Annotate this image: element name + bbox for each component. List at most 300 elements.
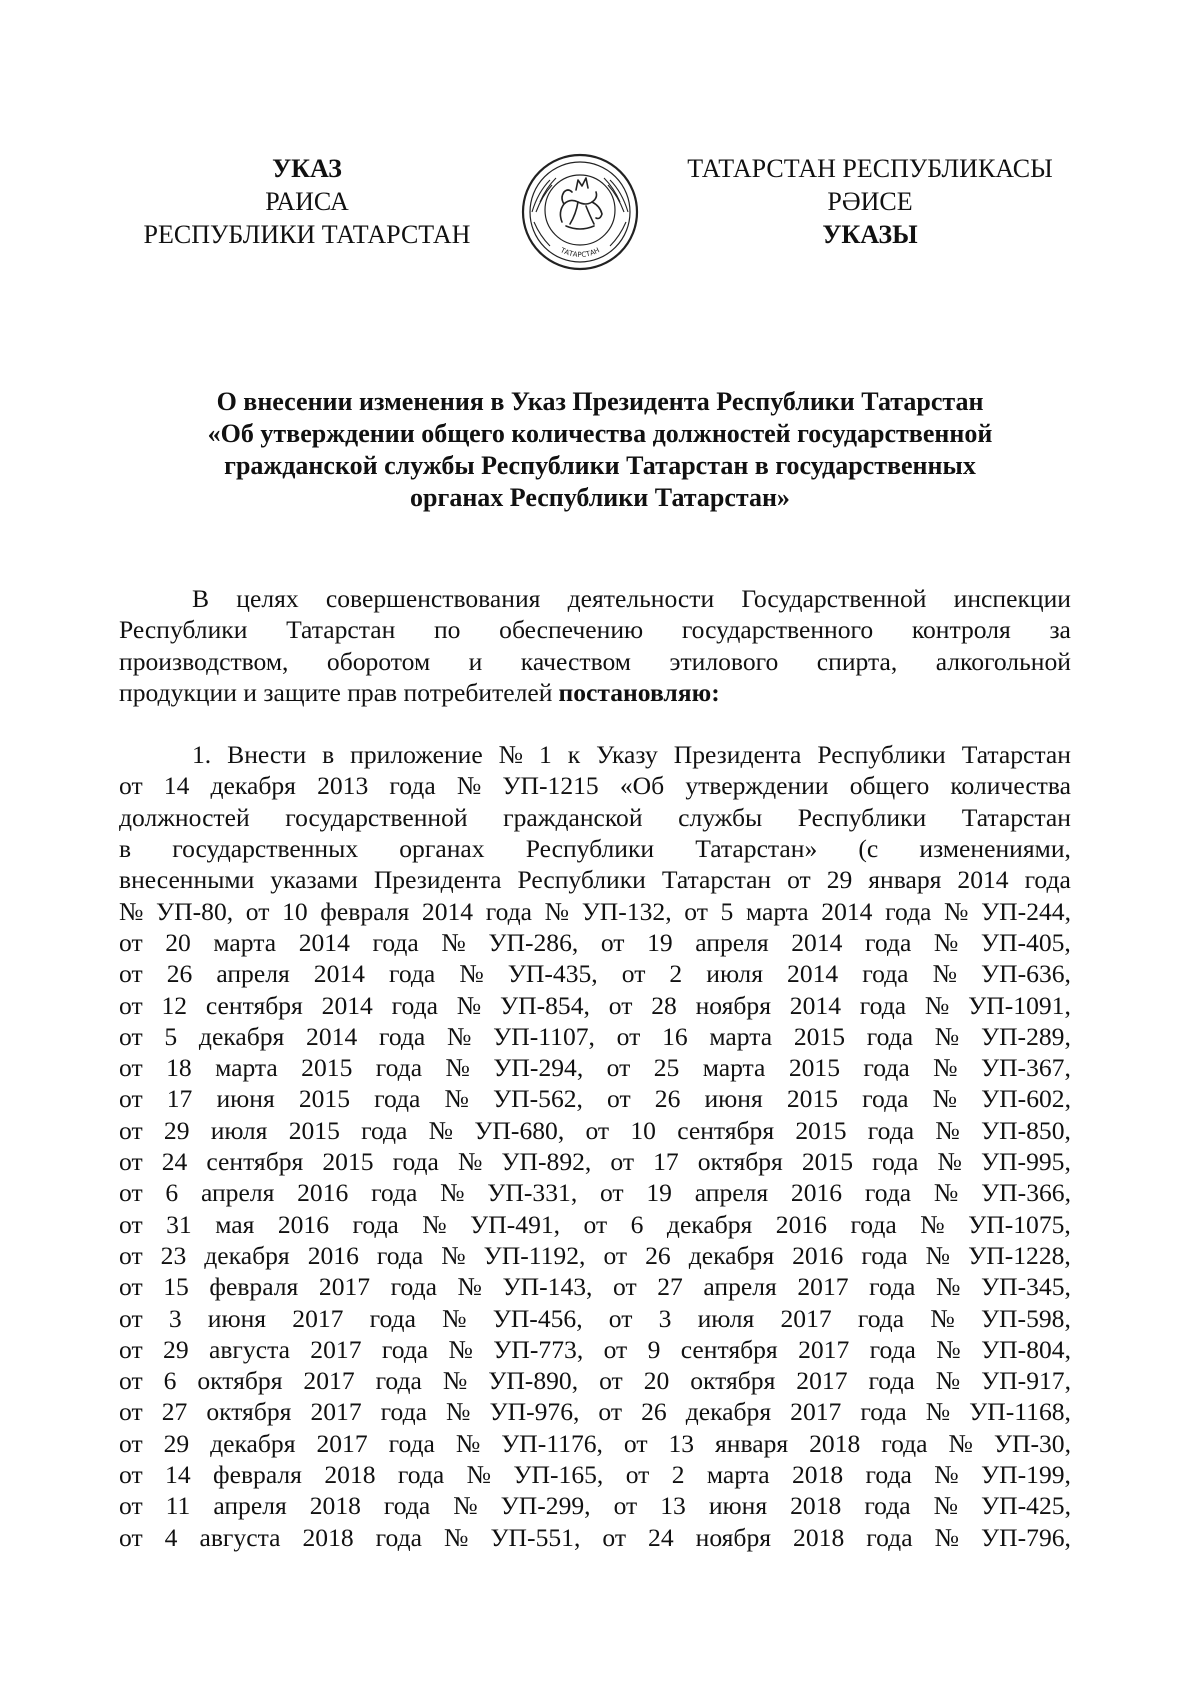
word: УП-405, [980,927,1071,957]
word: в [119,834,132,864]
word: № [119,896,144,926]
word: изменениями, [919,834,1071,864]
word: февраля [320,896,410,926]
word: 6 [163,1366,177,1396]
word: апреля [200,1178,275,1208]
word: № [442,1366,468,1396]
word: Татарстан [961,740,1071,770]
word: 2017 [310,1334,362,1364]
decree-title [140,386,1060,514]
word: 2016 [297,1178,349,1208]
word: 29 [163,1115,190,1145]
word: года [872,1147,919,1177]
word: от [599,1178,624,1208]
word: по [433,615,461,645]
word: 2017 [318,1272,371,1302]
word: года [369,1303,416,1333]
paragraph-1-line [119,958,1071,989]
preamble-line [119,583,1071,614]
word: № [920,1209,945,1239]
word: июня [216,1084,275,1114]
word: 4 [164,1522,178,1552]
word: июня [207,1303,267,1333]
word: года [391,990,438,1020]
word: от [119,1460,143,1490]
word: декабря [688,1240,775,1270]
word: года [375,1522,422,1552]
word: года [485,896,533,926]
word: года [864,1178,912,1208]
word: 1. [192,740,212,770]
word: за [1049,615,1071,645]
paragraph-1-line [119,1240,1071,1271]
word: 2017 [303,1366,355,1396]
word: августа [199,1522,281,1552]
word: № [457,1147,483,1177]
word: УП-636, [981,959,1071,989]
header-russian [112,152,502,251]
word: года [389,771,436,801]
word: 2015 [301,1053,353,1083]
word: № [924,990,950,1020]
word: года [881,1428,928,1458]
word: декабря [210,1428,296,1458]
word: от [245,896,270,926]
word: № [935,1115,960,1145]
word: 23 [160,1240,187,1270]
word: «Об [619,771,665,801]
word: ноября [695,1522,772,1552]
word: 31 [166,1209,192,1239]
word: 2014 [421,896,474,926]
word: № [448,1334,473,1364]
word: № [442,1303,467,1333]
decree-body [119,583,1071,1553]
word: № [441,927,466,957]
word: производством, [119,646,289,676]
title-line: О внесении изменения в Указ Президента Республики Татарстан [216,387,984,416]
word: УП-244, [981,896,1071,926]
word: от [119,771,143,801]
word: года [860,1397,907,1427]
word: года [390,1272,437,1302]
word: УП-435, [507,959,598,989]
word: 24 [648,1522,674,1552]
word: государственной [285,802,468,832]
word: В [192,584,210,613]
word: 14 [165,1460,191,1490]
word: сентября [680,1334,778,1364]
word: службы [678,802,763,832]
header-left-line-2: РАИСА [265,187,349,216]
word: государственного [681,615,874,645]
word: 3 [658,1303,672,1333]
word: УП-917, [981,1366,1071,1396]
word: года [372,927,419,957]
word: от [119,1240,143,1270]
word: марта [213,927,277,957]
word: года [392,1147,439,1177]
word: 2015 [793,1021,846,1051]
word: УП-602, [981,1084,1071,1114]
word: № [925,1240,951,1270]
word: года [378,1021,426,1051]
word: УП-854, [500,990,590,1020]
word: Президента [373,865,502,895]
title-line: органах Республики Татарстан» [410,483,790,512]
word: октября [197,1366,283,1396]
word: от [119,1021,143,1051]
word: января [715,1428,789,1458]
word: № [936,1334,961,1364]
word: от [599,1366,623,1396]
word: от [625,1460,650,1490]
word: 10 [630,1115,656,1145]
paragraph-1-line [119,1083,1071,1114]
word: 2015 [298,1084,351,1114]
word: года [397,1460,445,1490]
word: государственных [172,834,359,864]
word: 19 [646,1178,672,1208]
word: от [598,1397,623,1427]
title-line: «Об утверждении общего количества должностей государственной [207,419,993,448]
word: УП-80, [156,896,234,926]
word: апреля [703,1272,777,1302]
word: Республики [517,865,646,895]
word: 1 [539,740,552,770]
word: 20 [165,927,191,957]
word: УП-132, [581,896,672,926]
paragraph-1-line [119,1396,1071,1427]
word: года [375,1366,422,1396]
word: 2018 [302,1522,354,1552]
word: 2014 [787,959,839,989]
word: от [607,1084,631,1114]
word: УП-289, [980,1021,1071,1051]
word: от [613,1491,638,1521]
word: органах [399,834,485,864]
word: 28 [651,990,677,1020]
word: августа [208,1334,290,1364]
word: приложение [350,740,483,770]
word: УП-680, [474,1115,565,1145]
decree-header [0,152,1200,262]
word: 26 [654,1084,681,1114]
word: № [948,1428,973,1458]
word: 2018 [309,1491,361,1521]
word: 2018 [793,1522,845,1552]
word: № [934,1522,959,1552]
word: года [859,990,907,1020]
paragraph-1-line [119,1021,1071,1052]
word: и [468,646,483,676]
word: 6 [630,1209,644,1239]
word: № [933,1053,958,1083]
word: октября [206,1397,292,1427]
word: № [934,1021,960,1051]
word: года [869,1334,916,1364]
word: УП-1215 [502,771,599,801]
word: № [444,1522,469,1552]
word: УП-773, [493,1334,584,1364]
header-right-line-3: УКАЗЫ [822,220,918,249]
word: УП-890, [488,1366,579,1396]
word: оборотом [326,646,431,676]
word: 2018 [809,1428,861,1458]
word: 26 [166,959,193,989]
word: 20 [643,1366,670,1396]
word: УП-1176, [501,1428,603,1458]
word: № [456,771,482,801]
word: года [865,1460,912,1490]
word: от [119,1209,143,1239]
word: 5 [720,896,734,926]
paragraph-1-line [119,1522,1071,1553]
word: № [937,1147,962,1177]
word: 14 [163,771,190,801]
word: от [616,1021,641,1051]
word: года [361,1115,408,1145]
word: № [428,1115,454,1145]
word: № [453,1491,478,1521]
word: контроля [911,615,1011,645]
word: УП-598, [980,1303,1071,1333]
word: № [441,1240,466,1270]
word: 29 [163,1334,189,1364]
word: 2014 [298,927,350,957]
word: года [862,1084,909,1114]
word: 18 [166,1053,192,1083]
word: 27 [657,1272,683,1302]
paragraph-1 [119,739,1071,1553]
word: февраля [209,1272,299,1302]
word: 3 [168,1303,182,1333]
header-right-line-2: РӘИСЕ [827,187,913,216]
word: УП-294, [493,1053,584,1083]
word: общего [849,771,930,801]
preamble-last-line [119,677,1071,708]
word: 26 [641,1397,667,1427]
word: № [422,1209,447,1239]
word: декабря [685,1397,772,1427]
word: УП-165, [513,1460,604,1490]
word: 2015 [795,1115,847,1145]
word: № [930,1303,955,1333]
word: года [388,959,436,989]
word: от [119,990,143,1020]
word: 2 [671,1460,685,1490]
word: июня [708,1491,768,1521]
word: Президента [673,740,802,770]
word: от [600,927,625,957]
word: марта [702,1053,766,1083]
paragraph-1-line [119,1303,1071,1334]
word: 25 [653,1053,680,1083]
paragraph-1-line [119,1334,1071,1365]
word: 2017 [780,1303,832,1333]
word: 2016 [790,1178,843,1208]
word: № [457,1272,482,1302]
word: 29 [826,865,853,895]
word: 2015 [788,1053,840,1083]
word: УП-1091, [968,990,1071,1020]
word: апреля [695,927,769,957]
word: 2016 [775,1209,827,1239]
paragraph-1-line [119,1490,1071,1521]
word: сентября [206,1147,304,1177]
word: 2015 [786,1084,839,1114]
word: 17 [653,1147,679,1177]
word: от [119,1178,143,1208]
word: от [119,1303,143,1333]
header-left-line-3: РЕСПУБЛИКИ ТАТАРСТАН [143,220,471,249]
word: 2017 [316,1428,368,1458]
word: октября [690,1366,776,1396]
word: сентября [205,990,303,1020]
coat-of-arms-emblem [520,152,640,272]
word: года [862,959,909,989]
paragraph-1-line [119,770,1071,801]
word: УП-995, [980,1147,1071,1177]
paragraph-1-line [119,739,1071,770]
emblem-text: ТАТАРСТАН [559,246,601,259]
word: внесенными [119,865,255,895]
word: октября [697,1147,783,1177]
word: 12 [161,990,188,1020]
word: 2014 [321,990,373,1020]
word: № [932,959,957,989]
word: УП-491, [470,1209,561,1239]
word: этилового [669,646,779,676]
word: Республики [817,740,946,770]
word: УП-299, [500,1491,591,1521]
word: года [866,1021,914,1051]
word: Внести [227,740,307,770]
word: 11 [165,1491,191,1521]
word: УП-976, [489,1397,580,1427]
word: года [868,1366,915,1396]
word: 15 [163,1272,189,1302]
word: от [602,1522,627,1552]
word: УП-345, [980,1272,1071,1302]
word: 6 [165,1178,179,1208]
word: УП-1075, [968,1209,1071,1239]
word: № [933,1491,959,1521]
word: 2014 [313,959,365,989]
word: года [869,1272,916,1302]
word: года [380,1397,427,1427]
word: 2014 [957,865,1009,895]
word: УП-366, [981,1178,1071,1208]
word: 2017 [790,1397,842,1427]
word: от [610,1147,635,1177]
paragraph-1-line [119,1146,1071,1177]
word: июля [210,1115,268,1145]
word: от [119,1053,143,1083]
word: 5 [164,1021,178,1051]
word: 2017 [797,1272,849,1302]
word: УП-1107, [493,1021,595,1051]
word: года [867,1115,915,1145]
word: УП-425, [981,1491,1071,1521]
word: 2018 [324,1460,376,1490]
word: 10 [282,896,308,926]
word: 16 [662,1021,688,1051]
word: количества [950,771,1071,801]
word: качеством [520,646,632,676]
word: № [925,1397,951,1427]
word: УП-1168, [969,1397,1071,1427]
word: 26 [645,1240,671,1270]
word: года [1024,865,1071,895]
word: № [932,1084,957,1114]
word: апреля [694,1178,769,1208]
word: года [376,1240,424,1270]
word: № [498,740,524,770]
word: целях [236,584,299,613]
paragraph-1-line [119,1428,1071,1459]
word: УП-892, [501,1147,592,1177]
word: 2 [669,959,683,989]
word: № [459,959,484,989]
word: Республики [797,802,927,832]
word: года [861,1240,908,1270]
word: марта [709,1021,773,1051]
word: от [119,1084,143,1114]
word: от [119,1522,143,1552]
word: от [621,959,646,989]
paragraph-1-line [119,802,1071,833]
word: декабря [198,1021,285,1051]
word: марта [706,1460,770,1490]
word: 2014 [306,1021,358,1051]
word: года [864,1491,911,1521]
word: от [608,1303,633,1333]
word: Республики [119,615,248,645]
word: 2017 [310,1397,362,1427]
word: 29 [163,1428,190,1458]
decree-word: постановляю: [558,677,720,707]
paragraph-1-line [119,1052,1071,1083]
paragraph-1-line [119,990,1071,1021]
title-line: гражданской службы Республики Татарстан в государственных [224,451,976,480]
word: УП-331, [487,1178,578,1208]
word: УП-562, [493,1084,583,1114]
word: № [455,1428,481,1458]
word: Указу [596,740,658,770]
word: Татарстан [961,802,1071,832]
word: УП-1228, [968,1240,1071,1270]
word: от [603,1334,628,1364]
word: от [606,1053,631,1083]
word: № [944,896,969,926]
word: № [933,1178,959,1208]
word: 2017 [798,1334,850,1364]
word: УП-850, [981,1115,1071,1145]
word: 2016 [277,1209,329,1239]
word: года [375,1053,423,1083]
word: от [119,1397,143,1427]
word: № [445,1053,470,1083]
word: 2015 [801,1147,854,1177]
word: года [381,1334,429,1364]
header-left-line-1: УКАЗ [272,154,342,183]
paragraph-1-line [119,864,1071,895]
word: марта [745,896,809,926]
paragraph-1-line [119,927,1071,958]
word: 17 [166,1084,193,1114]
word: 2015 [322,1147,374,1177]
